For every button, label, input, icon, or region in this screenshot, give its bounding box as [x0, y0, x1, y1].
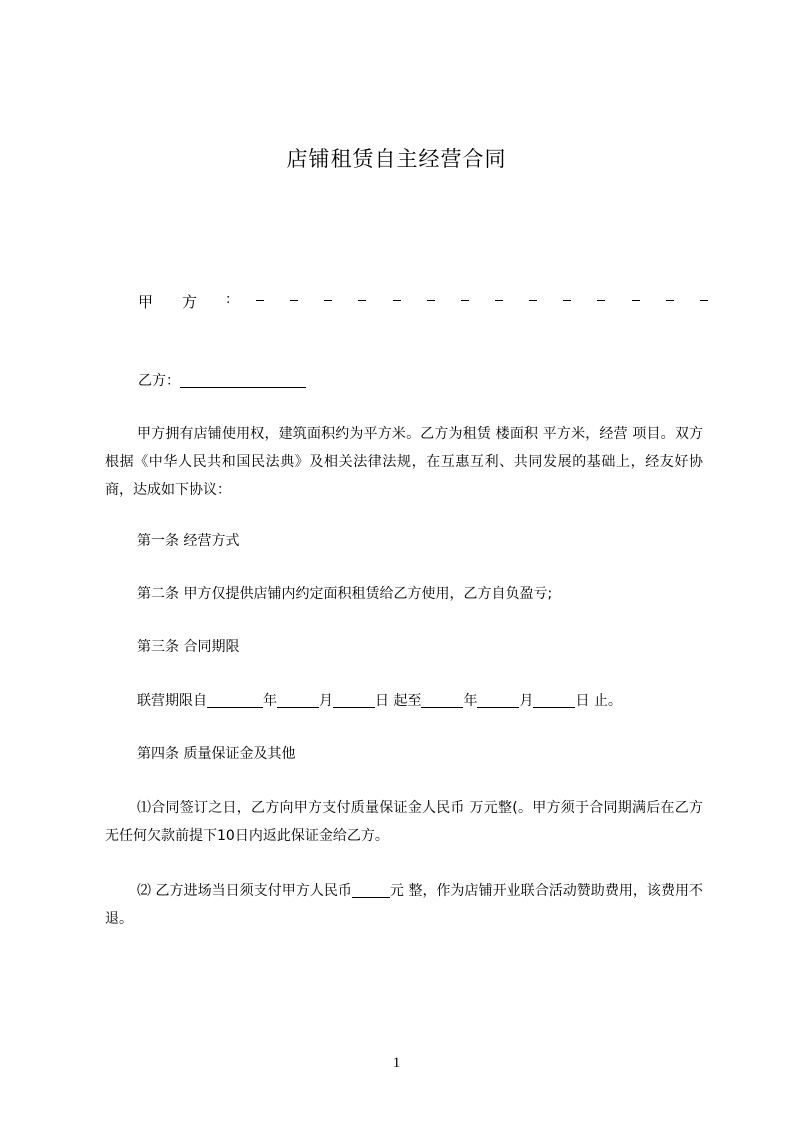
term-start-month-blank	[277, 691, 319, 708]
clause-2	[105, 877, 703, 933]
term-end-day-blank	[533, 691, 575, 708]
term-year-2: 年	[463, 693, 478, 709]
term-day-end: 日 止。	[575, 693, 622, 709]
clause-2-suffix: 元 整，作为店铺开业联合活动赞助费用，该费用不退。	[105, 883, 704, 927]
clause-2-amount-blank	[352, 881, 390, 898]
article-3: 第三条 合同期限	[137, 639, 240, 655]
term-line	[137, 687, 622, 715]
term-day-start: 日 起至	[375, 693, 422, 709]
article-2: 第二条 甲方仅提供店铺内约定面积租赁给乙方使用，乙方自负盈亏;	[137, 586, 553, 602]
document-title: 店铺租赁自主经营合同	[286, 147, 507, 171]
party-b-label: 乙方：	[138, 373, 180, 389]
party-a-colon: :	[226, 292, 231, 307]
party-b-line	[138, 367, 306, 395]
term-prefix: 联营期限自	[137, 693, 207, 709]
party-a-label-1: 甲	[138, 293, 154, 311]
party-a-blank	[256, 300, 708, 301]
term-end-month-blank	[477, 691, 519, 708]
term-start-day-blank	[333, 691, 375, 708]
article-1: 第一条 经营方式	[137, 533, 240, 549]
party-b-blank	[180, 371, 306, 388]
term-year: 年	[263, 693, 277, 709]
term-month-2: 月	[519, 693, 534, 709]
party-a-label-2: 方	[182, 293, 198, 311]
party-a-line	[138, 290, 708, 314]
clause-2-prefix: ⑵ 乙方进场当日须支付甲方人民币	[137, 883, 352, 899]
term-start-year-blank	[207, 691, 263, 708]
page-number: 1	[392, 1055, 401, 1071]
intro-paragraph: 甲方拥有店铺使用权，建筑面积约为平方米。乙方为租赁 楼面积 平方米，经营 项目。双方根据《中华人民共和国民法典》及相关法律法规，在互惠互利、共同发展的基础上，经友好协商，达成如下协议：	[105, 426, 703, 498]
term-month: 月	[319, 693, 333, 709]
article-4: 第四条 质量保证金及其他	[137, 746, 296, 762]
clause-1: ⑴合同签订之日，乙方向甲方支付质量保证金人民币 万元整(。甲方须于合同期满后在乙方无任何欠款前提下10日内返此保证金给乙方。	[105, 800, 703, 844]
term-end-year-blank	[421, 691, 463, 708]
